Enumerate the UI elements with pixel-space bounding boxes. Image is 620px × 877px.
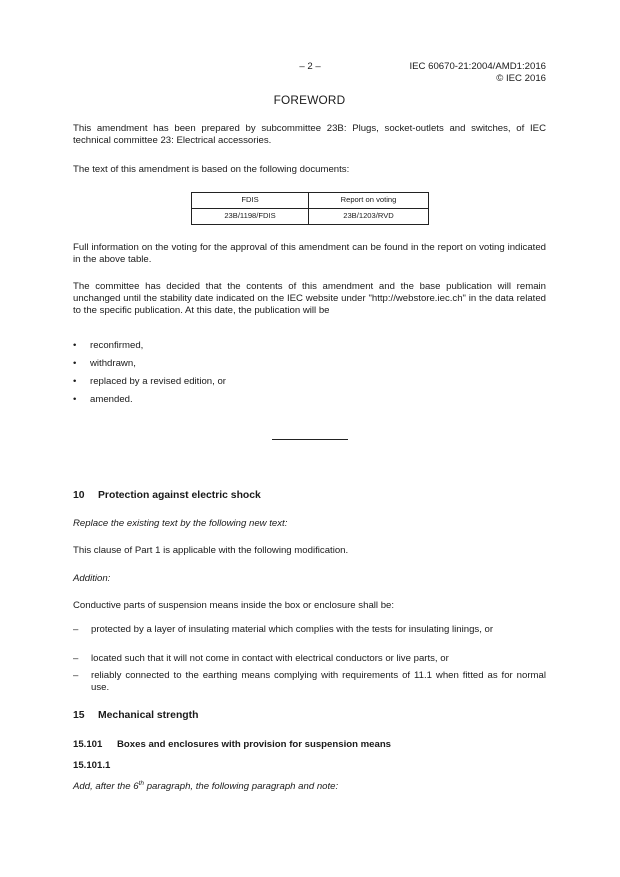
- table-cell: 23B/1198/FDIS: [192, 209, 309, 225]
- list-item-text: reconfirmed,: [90, 340, 144, 351]
- foreword-paragraph-3: Full information on the voting for the approval of this amendment can be found in the report on voting indicated in the above table.: [73, 242, 546, 265]
- clause-number: 15: [73, 710, 85, 721]
- subclause-title: Boxes and enclosures with provision for suspension means: [117, 739, 392, 750]
- clause-number: 10: [73, 490, 85, 501]
- list-item-text: replaced by a revised edition, or: [90, 376, 226, 387]
- amendment-instruction: [73, 781, 338, 793]
- list-item-text: located such that it will not come in contact with electrical conductors or live parts, or: [91, 653, 449, 664]
- table-header-cell: FDIS: [192, 193, 309, 209]
- list-item: [73, 670, 546, 694]
- table-header-row: [192, 193, 429, 209]
- foreword-paragraph-1: This amendment has been prepared by subcommittee 23B: Plugs, socket-outlets and switches, of IEC technical committee 23: Electrical accessories.: [73, 123, 546, 146]
- dash-marker: –: [73, 653, 79, 664]
- instruction-text: Add, after the 6: [73, 781, 139, 792]
- foreword-paragraph-2: The text of this amendment is based on the following documents:: [73, 164, 350, 175]
- list-item: [73, 624, 546, 648]
- subclause-15-101-heading: [73, 739, 391, 751]
- table-row: [192, 209, 429, 225]
- documents-table: [191, 192, 429, 225]
- clause-15-heading: [73, 710, 198, 722]
- clause-title: Protection against electric shock: [98, 490, 261, 501]
- addition-label: Addition:: [73, 573, 111, 584]
- bullet-marker: •: [73, 340, 77, 351]
- ordinal-suffix: th: [138, 780, 145, 787]
- subclause-15-101-1-heading: 15.101.1: [73, 760, 111, 771]
- list-item-text: protected by a layer of insulating material which complies with the tests for insulating linings, or: [91, 624, 494, 635]
- subclause-number: 15.101: [73, 739, 103, 750]
- list-item-text: reliably connected to the earthing means complying with requirements of 11.1 when fitted as for normal use.: [91, 670, 546, 693]
- separator-rule: [272, 439, 348, 440]
- dash-marker: –: [73, 670, 79, 681]
- dash-marker: –: [73, 624, 79, 635]
- clause-10-paragraph-2: Conductive parts of suspension means inside the box or enclosure shall be:: [73, 600, 395, 611]
- table-header-cell: Report on voting: [309, 193, 429, 209]
- list-item-text: amended.: [90, 394, 133, 405]
- bullet-marker: •: [73, 394, 77, 405]
- clause-10-paragraph-1: This clause of Part 1 is applicable with the following modification.: [73, 545, 349, 556]
- bullet-marker: •: [73, 376, 77, 387]
- bullet-marker: •: [73, 358, 77, 369]
- copyright-notice: © IEC 2016: [496, 73, 546, 84]
- clause-10-instruction: Replace the existing text by the following new text:: [73, 518, 288, 529]
- foreword-paragraph-4: The committee has decided that the contents of this amendment and the base publication will remain unchanged until the stability date indicated on the IEC website under "http://webstore.iec.ch" in the data related to the specific publication. At this date, the publication will be: [73, 281, 546, 316]
- page-number: – 2 –: [299, 61, 321, 72]
- foreword-title: FOREWORD: [273, 93, 346, 107]
- clause-title: Mechanical strength: [98, 710, 199, 721]
- instruction-text: paragraph, the following paragraph and note:: [144, 781, 339, 792]
- document-reference: IEC 60670-21:2004/AMD1:2016: [409, 61, 546, 72]
- table-cell: 23B/1203/RVD: [309, 209, 429, 225]
- list-item-text: withdrawn,: [90, 358, 136, 369]
- clause-10-heading: [73, 490, 261, 502]
